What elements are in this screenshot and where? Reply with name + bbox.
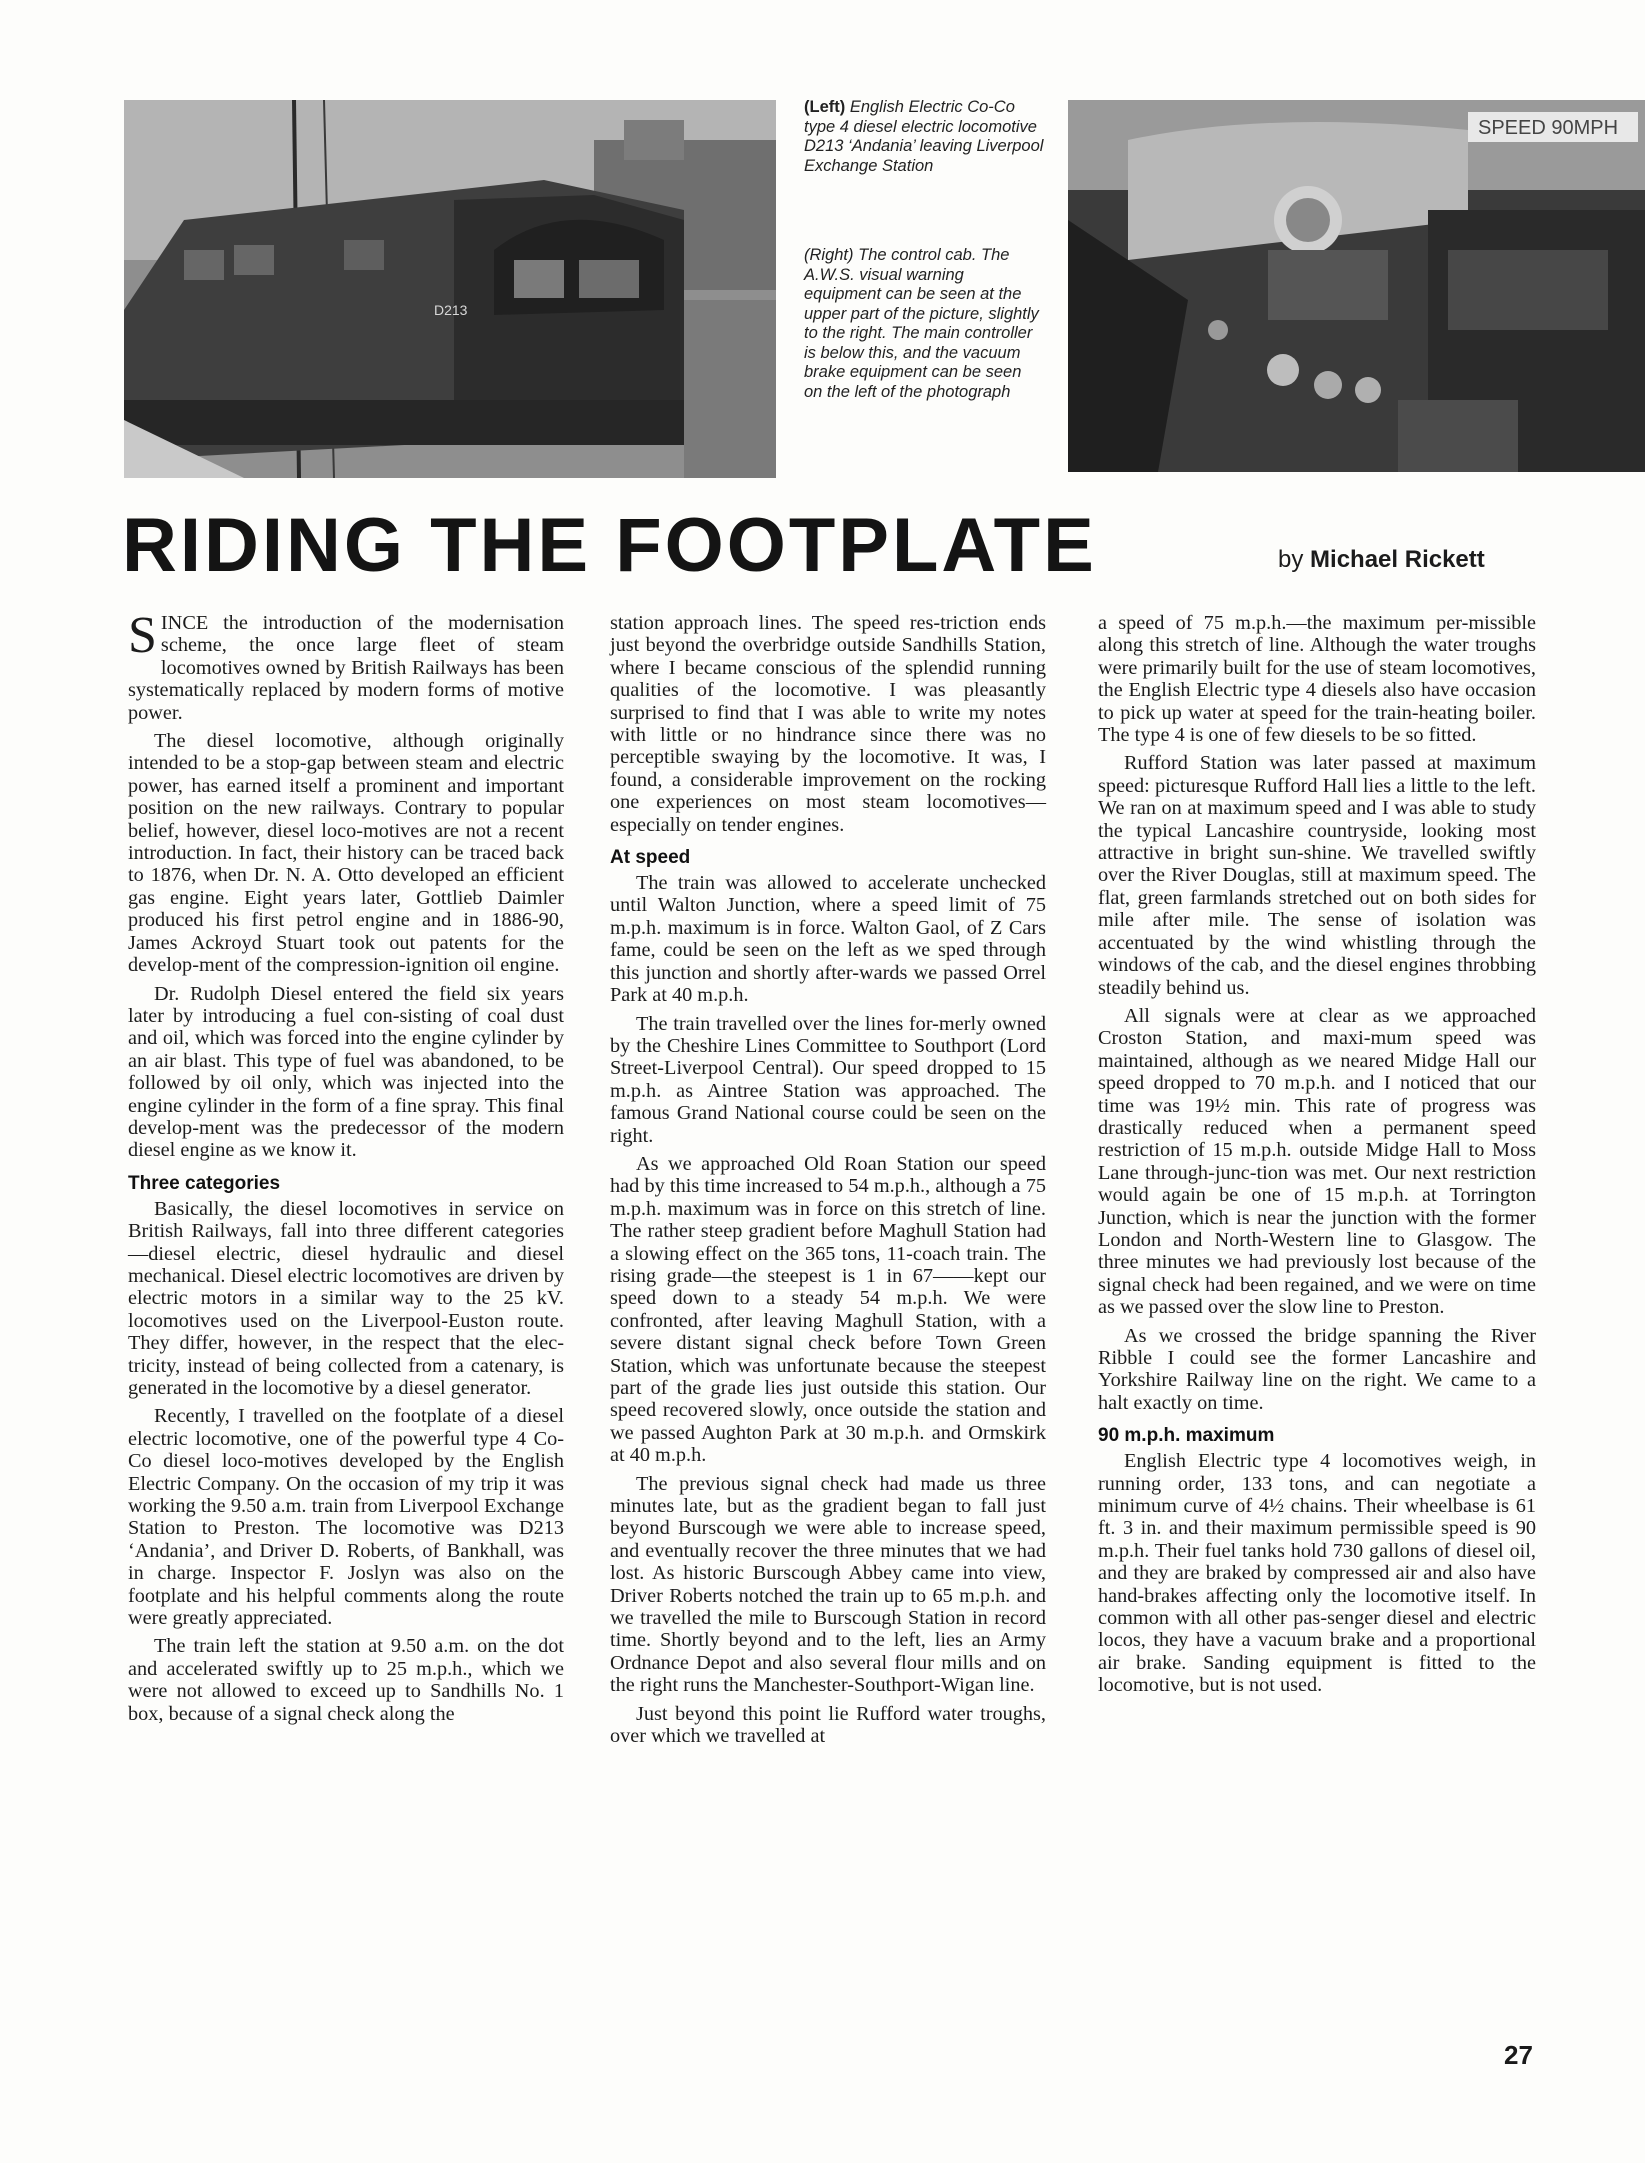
control-cab-photo [1068, 100, 1645, 472]
paragraph: As we crossed the bridge spanning the River Ribble I could see the former Lancashire and Yorkshire Railway line on the right. We came to a halt exactly on time. [1098, 1324, 1536, 1414]
article-column-1 [128, 607, 564, 1731]
paragraph: The train left the station at 9.50 a.m. on the dot and accelerated swiftly up to 25 m.p.h., which we were not allowed to exceed up to Sandhills No. 1 box, because of a signal check along the [128, 1635, 564, 1725]
article-column-2 [610, 612, 1046, 1754]
page-number: 27 [1504, 2040, 1533, 2070]
right-photo-caption [804, 246, 1044, 402]
article-column-3 [1098, 612, 1536, 1703]
paragraph: All signals were at clear as we approached Croston Station, and maxi-mum speed was maintained, although as we neared Midge Hall our speed dropped to 70 m.p.h. and I noticed that our time was 19½ min. This rate of progress was drastically reduced when a permanent speed restriction of 15 m.p.h. outside Midge Hall to Moss Lane through-junc-tion was met. Our next restriction would again be one of 15 m.p.h. at Torrington Junction, which is near the junction with the former London and North-Western line to Glasgow. The three minutes we had previously lost because of the signal check had been regained, and we were on time as we passed over the slow line to Preston. [1098, 1004, 1536, 1319]
paragraph: The train was allowed to accelerate unchecked until Walton Junction, where a speed limit of 75 m.p.h. maximum is in force. Walton Gaol, of Z Cars fame, could be seen on the left as we sped through this junction and shortly after-wards we passed Orrel Park at 40 m.p.h. [610, 872, 1046, 1007]
byline-prefix: by [1278, 546, 1304, 573]
author-name: Michael Rickett [1310, 546, 1485, 573]
paragraph: station approach lines. The speed res-triction ends just beyond the overbridge outside Sandhills Station, where I became conscious of the splendid running qualities of the locomotive. I was pleasantly surprised to find that I was able to write my notes with little or no hindrance since there was no perceptible swaying by the locomotive. It was, I found, a considerable improvement on the rocking one experiences on most steam locomotives—especially on tender engines. [610, 612, 1046, 836]
locomotive-illustration [124, 100, 776, 478]
caption-right-text: The control cab. The A.W.S. visual warning equipment can be seen at the upper part of the picture, slightly to the right. The main controller is below this, and the vacuum brake equipment can be seen on the left of the photograph [804, 246, 1039, 401]
speed-sign-text: SPEED 90MPH [1478, 117, 1619, 139]
paragraph: Just beyond this point lie Rufford water troughs, over which we travelled at [610, 1702, 1046, 1748]
drop-cap: S [128, 607, 157, 664]
paragraph: The previous signal check had made us three minutes late, but as the gradient began to fall just beyond Burscough we were able to increase speed, and eventually recover the three minutes that we had lost. As historic Burscough Abbey came into view, Driver Roberts notched the train up to 65 m.p.h. and we travelled the mile to Burscough Station in record time. Shortly beyond and to the left, lies an Army Ordnance Depot and also several flour mills and on the right runs the Manchester-Southport-Wigan line. [610, 1472, 1046, 1697]
headline: RIDING THE FOOTPLATE [122, 503, 1097, 588]
section-heading-90-mph-maximum: 90 m.p.h. maximum [1098, 1425, 1275, 1447]
section-heading-at-speed: At speed [610, 847, 691, 869]
locomotive-photo [124, 100, 776, 478]
caption-right-prefix: (Right) [804, 246, 854, 264]
paragraph: Dr. Rudolph Diesel entered the field six years later by introducing a fuel con-sisting of coal dust and oil, which was forced into the engine cylinder by an air blast. This type of fuel was abandoned, to be followed by oil only, which was injected into the engine cylinder in the form of a fine spray. This final develop-ment was the predecessor of the modern diesel engine as we know it. [128, 982, 564, 1162]
paragraph: a speed of 75 m.p.h.—the maximum per-missible along this stretch of line. Although the water troughs were primarily built for the use of steam locomotives, the English Electric type 4 diesels also have occasion to pick up water at speed for the train-heating boiler. The type 4 is one of few diesels to be so fitted. [1098, 612, 1536, 747]
paragraph: The diesel locomotive, although originally intended to be a stop-gap between steam and electric power, has earned itself a prominent and important position on the new railways. Contrary to popular belief, however, diesel loco-motives are not a recent introduction. In fact, their history can be traced back to 1876, when Dr. N. A. Otto developed an efficient gas engine. Eight years later, Gottlieb Daimler produced his first petrol engine and in 1886-90, James Ackroyd Stuart took out patents for the develop-ment of the compression-ignition oil engine. [128, 730, 564, 977]
paragraph [128, 607, 564, 724]
byline [1278, 546, 1485, 574]
section-heading-three-categories: Three categories [128, 1172, 281, 1194]
paragraph: Recently, I travelled on the footplate of a diesel electric locomotive, one of the powerful type 4 Co-Co diesel loco-motives developed by the English Electric Company. On the occasion of my trip it was working the 9.50 a.m. train from Liverpool Exchange Station to Preston. The locomotive was D213 ‘Andania’, and Driver D. Roberts, of Bankhall, was in charge. Inspector F. Joslyn was also on the footplate and his helpful comments along the route were greatly appreciated. [128, 1405, 564, 1630]
caption-left-text: English Electric Co-Co type 4 diesel electric locomotive D213 ‘Andania’ leaving Liverpool Exchange Station [804, 98, 1044, 175]
left-photo-caption [804, 98, 1044, 176]
control-cab-illustration [1068, 100, 1645, 472]
paragraph: English Electric type 4 locomotives weigh, in running order, 133 tons, and can negotiate a minimum curve of 4½ chains. Their wheelbase is 61 ft. 3 in. and their maximum permissible speed is 90 m.p.h. Their fuel tanks hold 730 gallons of diesel oil, and they are braked by compressed air and also have hand-brakes affecting only the locomotive itself. In common with all other pas-senger diesel and electric locos, they have a vacuum brake and a proportional air brake. Sanding equipment is fitted to the locomotive, but is not used. [1098, 1450, 1536, 1697]
paragraph: As we approached Old Roan Station our speed had by this time increased to 54 m.p.h., although a 75 m.p.h. maximum was in force on this stretch of line. The rather steep gradient before Maghull Station had a slowing effect on the 365 tons, 11-coach train. The rising grade—the steepest is 1 in 67——kept our speed down to a steady 54 m.p.h. We were confronted, after leaving Maghull Station, with a severe distant signal check before Town Green Station, which was unfortunate because the steepest part of the grade lies just outside this station. Our speed recovered slowly, once outside the station and we passed Aughton Park at 30 m.p.h. and Ormskirk at 40 m.p.h. [610, 1152, 1046, 1467]
paragraph: The train travelled over the lines for-merly owned by the Cheshire Lines Committee to Southport (Lord Street-Liverpool Central). Our speed dropped to 15 m.p.h. as Aintree Station was approached. The famous Grand National course could be seen on the right. [610, 1012, 1046, 1147]
caption-left-prefix: (Left) [804, 98, 846, 116]
locomotive-number: D213 [434, 302, 468, 318]
paragraph: Basically, the diesel locomotives in service on British Railways, fall into three different categories—diesel electric, diesel hydraulic and diesel mechanical. Diesel electric locomotives are driven by electric motors in a similar way to the 25 kV. locomotives used on the Liverpool-Euston route. They differ, however, in the respect that the elec-tricity, instead of being collected from a catenary, is generated in the locomotive by a diesel generator. [128, 1197, 564, 1399]
paragraph: Rufford Station was later passed at maximum speed: picturesque Rufford Hall lies a little to the left. We ran on at maximum speed and I was able to study the typical Lancashire countryside, looking most attractive in bright sun-shine. We travelled swiftly over the River Douglas, still at maximum speed. The flat, green farmlands stretched out on both sides for mile after mile. The sense of isolation was accentuated by the wind whistling through the windows of the cab, and the diesel engines throbbing steadily behind us. [1098, 752, 1536, 999]
paragraph-text: INCE the introduction of the modernisation scheme, the once large fleet of steam locomotives owned by British Railways has been systematically replaced by modern forms of motive power. [128, 612, 564, 724]
